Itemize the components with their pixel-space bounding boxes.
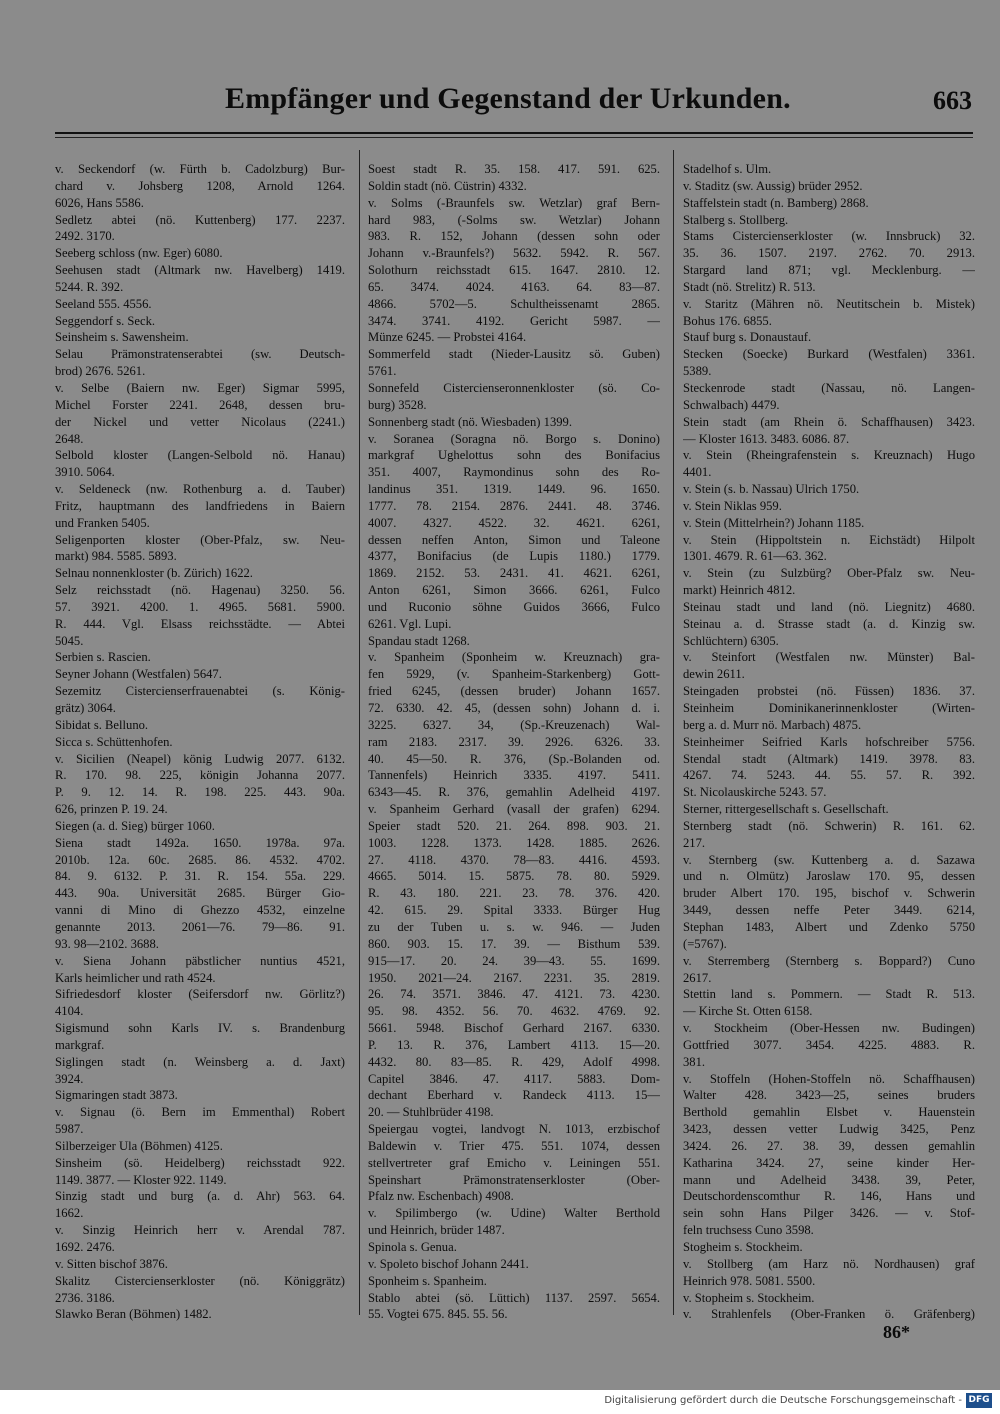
index-line: Speiergau vogtei, landvogt N. 1013, erzbischof bbox=[368, 1122, 660, 1137]
index-line: — Kirche St. Otten 6158. bbox=[683, 1004, 813, 1019]
index-line: fen 5929, (v. Spanheim-Starkenberg) Gott- bbox=[368, 667, 660, 682]
index-line: 626, prinzen P. 19. 24. bbox=[55, 802, 168, 817]
header-rule bbox=[55, 132, 973, 134]
index-line: Speinshart Prämonstratenserkloster (Ober- bbox=[368, 1172, 660, 1187]
index-line: Anton 6261, Simon 3666. 6261, Fulco bbox=[368, 583, 660, 598]
index-line: 5244. R. 392. bbox=[55, 279, 124, 294]
index-line: v. Stoffeln (Hohen-Stoffeln nö. Schaffhausen) bbox=[683, 1071, 975, 1086]
index-line: 4104. bbox=[55, 1004, 84, 1019]
index-line: St. Nicolauskirche 5243. 57. bbox=[683, 785, 827, 800]
index-line: 40. 45—50. R. 376, (Sp.-Bolanden od. bbox=[368, 751, 660, 766]
index-line: 6261. Vgl. Lupi. bbox=[368, 616, 452, 631]
index-line: 2617. bbox=[683, 970, 712, 985]
index-line: Sterner, rittergesellschaft s. Gesellschaft. bbox=[683, 802, 889, 817]
index-line: 381. bbox=[683, 1054, 706, 1069]
index-line: 4432. 80. 83—85. R. 429, Adolf 4998. bbox=[368, 1054, 660, 1069]
index-line: fried 6245, (dessen bruder) Johann 1657. bbox=[368, 684, 660, 699]
index-line: v. Stockheim (Ober-Hessen nw. Budingen) bbox=[683, 1021, 975, 1036]
index-line: Sternberg stadt (nö. Schwerin) R. 161. 62. bbox=[683, 818, 975, 833]
index-line: Seeland 555. 4556. bbox=[55, 296, 152, 311]
index-line: Sigmaringen stadt 3873. bbox=[55, 1088, 178, 1103]
printer-signature: 86* bbox=[883, 1322, 910, 1342]
index-line: Schwalbach) 4479. bbox=[683, 397, 780, 412]
index-line: Stendal stadt (Altmark) 1419. 3978. 83. bbox=[683, 751, 975, 766]
index-line: 93. 98—2102. 3688. bbox=[55, 936, 159, 951]
index-line: 5987. bbox=[55, 1122, 84, 1137]
index-line: 6343—45. R. 376, gemahlin Adelheid 4197. bbox=[368, 785, 660, 800]
index-line: 1692. 2476. bbox=[55, 1240, 115, 1254]
index-line: Stalberg s. Stollberg. bbox=[683, 212, 789, 227]
index-line: v. Stein Niklas 959. bbox=[683, 498, 782, 513]
index-line: Bohus 176. 6855. bbox=[683, 313, 772, 328]
index-line: 915—17. 20. 24. 39—43. 55. 1699. bbox=[368, 953, 660, 968]
index-line: Fritz, hauptmann des landfriedens in Baiern bbox=[55, 498, 345, 513]
index-line: Steingaden probstei (nö. Füssen) 1836. 37. bbox=[683, 684, 975, 699]
index-line: Slawko Beran (Böhmen) 1482. bbox=[55, 1307, 212, 1322]
page-header bbox=[0, 82, 1000, 132]
index-line: Sezemitz Cistercienserfrauenabtei (s. König- bbox=[55, 684, 345, 699]
index-line: 4007. 4327. 4522. 32. 4621. 6261, bbox=[368, 515, 660, 530]
index-line: Michel Forster 2241. 2648, dessen bru- bbox=[55, 397, 345, 412]
index-line: v. Seldeneck (nw. Rothenburg a. d. Tauber) bbox=[55, 482, 345, 497]
index-line: 5045. bbox=[55, 633, 84, 648]
index-line: Stablo abtei (sö. Lüttich) 1137. 2597. 5654. bbox=[368, 1290, 660, 1305]
index-line: 4267. 74. 5243. 44. 55. 57. R. 392. bbox=[683, 768, 975, 783]
index-line: 4866. 5702—5. Schultheissenamt 2865. bbox=[368, 296, 660, 311]
index-line: Sponheim s. Spanheim. bbox=[368, 1273, 487, 1288]
index-line: grätz) 3064. bbox=[55, 701, 116, 715]
index-line: stellvertreter graf Emicho v. Leiningen 551. bbox=[368, 1155, 660, 1170]
index-line: 42. 615. 29. Spital 3333. Bürger Hug bbox=[368, 903, 660, 918]
index-line: — Kloster 1613. 3483. 6086. 87. bbox=[683, 431, 850, 446]
index-line: 2010b. 12a. 60c. 2685. 86. 4532. 4702. bbox=[55, 852, 345, 867]
index-line: v. Staditz (sw. Aussig) brüder 2952. bbox=[683, 178, 863, 193]
index-line: 2492. 3170. bbox=[55, 229, 115, 244]
index-line: v. Spilimbergo (w. Udine) Walter Berthold bbox=[368, 1206, 660, 1221]
index-line: 217. bbox=[683, 835, 706, 850]
index-line: 95. 98. 4352. 56. 70. 4632. 4769. 92. bbox=[368, 1004, 660, 1019]
index-line: v. Steinfort (Westfalen nw. Münster) Bal- bbox=[683, 650, 975, 665]
index-line: R. 170. 98. 225, königin Johanna 2077. bbox=[55, 768, 345, 783]
index-line: v. Stopheim s. Stockheim. bbox=[683, 1290, 815, 1305]
index-line: 3225. 6327. 34, (Sp.-Kreuzenach) Wal- bbox=[368, 717, 660, 732]
index-line: Seligenporten kloster (Ober-Pfalz, sw. Neu- bbox=[55, 532, 345, 547]
index-line: 84. 9. 6132. P. 31. R. 154. 55a. 229. bbox=[55, 869, 345, 884]
funding-notice: Digitalisierung gefördert durch die Deutsche Forschungsgemeinschaft - bbox=[604, 1395, 962, 1406]
index-line: 3924. bbox=[55, 1071, 84, 1086]
index-line: v. Strahlenfels (Ober-Franken ö. Gräfenberg) bbox=[683, 1307, 975, 1322]
index-line: 4401. bbox=[683, 465, 712, 480]
index-column-2 bbox=[368, 161, 660, 1323]
index-line: v. Stein (Hippoltstein n. Eichstädt) Hilpolt bbox=[683, 532, 975, 547]
index-line: v. Sternberg (sw. Kuttenberg a. d. Sazawa bbox=[683, 852, 975, 867]
index-line: Selau Prämonstratenserabtei (sw. Deutsch- bbox=[55, 347, 345, 362]
index-line: und Heinrich, brüder 1487. bbox=[368, 1223, 505, 1238]
index-line: 2736. 3186. bbox=[55, 1290, 115, 1305]
index-line: 351. 4007, Raymondinus sohn des Ro- bbox=[368, 465, 660, 480]
index-line: 2648. bbox=[55, 431, 84, 446]
index-line: 1301. 4679. R. 61—63. 362. bbox=[683, 549, 827, 564]
index-line: 3910. 5064. bbox=[55, 465, 115, 480]
index-line: 860. 903. 15. 17. 39. — Bisthum 539. bbox=[368, 936, 660, 951]
index-line: Deutschordenscomthur R. 146, Hans und bbox=[683, 1189, 975, 1204]
index-line: Heinrich 978. 5081. 5500. bbox=[683, 1273, 816, 1288]
column-divider-1 bbox=[359, 150, 360, 1315]
index-line: 3449, dessen neffe Peter 3449. 6214, bbox=[683, 903, 975, 918]
index-line: Sibidat s. Belluno. bbox=[55, 717, 149, 732]
index-line: Steinheim Dominikanerinnenkloster (Wirten- bbox=[683, 701, 975, 715]
index-line: P. 13. R. 376, Lambert 4113. 15—20. bbox=[368, 1037, 660, 1052]
index-line: Johann v.-Braunfels?) 5632. 5942. R. 567. bbox=[368, 246, 660, 261]
index-line: v. Spanheim (Sponheim w. Kreuznach) gra- bbox=[368, 650, 660, 665]
index-line: Seeberg schloss (nw. Eger) 6080. bbox=[55, 246, 223, 261]
index-line: Selz reichsstadt (nö. Hagenau) 3250. 56. bbox=[55, 583, 345, 598]
index-line: vanni di Mino di Ghezzo 4532, einzelne bbox=[55, 903, 345, 918]
index-line: 3423, dessen vetter Ludwig 3425, Penz bbox=[683, 1122, 975, 1137]
index-line: markt) 984. 5585. 5893. bbox=[55, 549, 177, 564]
index-line: Stauf burg s. Donaustauf. bbox=[683, 330, 812, 345]
index-line: 1950. 2021—24. 2167. 2231. 35. 2819. bbox=[368, 970, 660, 985]
index-line: markgraf. bbox=[55, 1037, 105, 1052]
index-line: 26. 74. 3571. 3846. 47. 4121. 73. 4230. bbox=[368, 987, 660, 1002]
index-line: Walter 428. 3423—25, seines bruders bbox=[683, 1088, 975, 1103]
index-line: v. Stein (Mittelrhein?) Johann 1185. bbox=[683, 515, 865, 530]
index-line: v. Staritz (Mähren nö. Neutitschein b. Mistek) bbox=[683, 296, 975, 311]
index-line: Siegen (a. d. Sieg) bürger 1060. bbox=[55, 818, 215, 833]
index-line: bruder Albert 170. 195, bischof v. Schwerin bbox=[683, 886, 975, 901]
index-line: Soest stadt R. 35. 158. 417. 591. 625. bbox=[368, 162, 660, 176]
index-line: 5761. bbox=[368, 364, 397, 379]
index-line: Steinheimer Seifried Karls hofschreiber 5756. bbox=[683, 734, 975, 749]
index-line: v. Stollberg (am Harz nö. Nordhausen) graf bbox=[683, 1256, 975, 1271]
index-line: v. Sinzig Heinrich herr v. Arendal 787. bbox=[55, 1223, 345, 1238]
index-line: burg) 3528. bbox=[368, 397, 427, 412]
index-line: v. Spoleto bischof Johann 2441. bbox=[368, 1256, 529, 1271]
index-line: Soldin stadt (nö. Cüstrin) 4332. bbox=[368, 178, 527, 193]
index-line: 57. 3921. 4200. 1. 4965. 5681. 5900. bbox=[55, 599, 345, 614]
index-line: Sonnenberg stadt (nö. Wiesbaden) 1399. bbox=[368, 414, 572, 429]
index-line: und Ruconio söhne Guidos 3666, Fulco bbox=[368, 599, 660, 614]
index-line: Steinau a. d. Strasse stadt (a. d. Kinzig sw. bbox=[683, 616, 975, 631]
index-line: v. Stein (s. b. Nassau) Ulrich 1750. bbox=[683, 482, 860, 497]
index-line: und n. Olmütz) Jaroslaw 170. 95, dessen bbox=[683, 869, 975, 884]
index-line: v. Seckendorf (w. Fürth b. Cadolzburg) Bur- bbox=[55, 162, 345, 176]
index-line: Stadt (nö. Strelitz) R. 513. bbox=[683, 279, 816, 294]
index-line: Stephan 1483, Albert und Zdenko 5750 bbox=[683, 919, 975, 934]
index-line: landinus 351. 1319. 1449. 96. 1650. bbox=[368, 482, 660, 497]
index-line: 4665. 5014. 15. 5875. 78. 80. 5929. bbox=[368, 869, 660, 884]
index-line: Sinzig stadt und burg (a. d. Ahr) 563. 64. bbox=[55, 1189, 345, 1204]
index-line: Gottfried 3077. 3454. 4225. 4883. R. bbox=[683, 1037, 975, 1052]
index-line: Skalitz Cistercienserkloster (nö. Königgrätz) bbox=[55, 1273, 345, 1288]
index-line: 5661. 5948. Bischof Gerhard 2167. 6330. bbox=[368, 1021, 660, 1036]
index-line: 1869. 2152. 53. 2431. 41. 4621. 6261, bbox=[368, 566, 660, 581]
index-line: Speier stadt 520. 21. 264. 898. 903. 21. bbox=[368, 818, 660, 833]
index-line: 6026, Hans 5586. bbox=[55, 195, 144, 210]
index-line: Berthold gemahlin Elsbet v. Hauenstein bbox=[683, 1105, 975, 1120]
index-line: Stams Cistercienserkloster (w. Innsbruck) 32. bbox=[683, 229, 975, 244]
index-line: 1662. bbox=[55, 1206, 84, 1221]
index-line: markt) Heinrich 4812. bbox=[683, 583, 796, 598]
index-line: Pfalz nw. Eschenbach) 4908. bbox=[368, 1189, 514, 1204]
index-line: Stadelhof s. Ulm. bbox=[683, 162, 772, 176]
index-line: Serbien s. Rascien. bbox=[55, 650, 151, 665]
index-line: Silberzeiger Ula (Böhmen) 4125. bbox=[55, 1138, 223, 1153]
index-line: dechant Eberhard v. Randeck 4113. 15— bbox=[368, 1088, 660, 1103]
index-line: R. 43. 180. 221. 23. 78. 376. 420. bbox=[368, 886, 660, 901]
index-line: markgraf Ughelottus sohn des Bonifacius bbox=[368, 448, 660, 463]
index-line: v. Spanheim Gerhard (vasall der grafen) 6294. bbox=[368, 802, 660, 817]
index-line: 5389. bbox=[683, 364, 712, 379]
page-number: 663 bbox=[933, 86, 972, 115]
index-line: Stargard land 871; vgl. Mecklenburg. — bbox=[683, 263, 975, 278]
index-line: 35. 36. 1507. 2197. 2762. 70. 2913. bbox=[683, 246, 975, 261]
index-line: Staffelstein stadt (n. Bamberg) 2868. bbox=[683, 195, 869, 210]
index-line: Siena stadt 1492a. 1650. 1978a. 97a. bbox=[55, 835, 345, 850]
index-line: Seggendorf s. Seck. bbox=[55, 313, 156, 328]
index-line: v. Sitten bischof 3876. bbox=[55, 1256, 168, 1271]
index-line: v. Sterremberg (Sternberg s. Boppard?) Cuno bbox=[683, 953, 975, 968]
index-line: v. Signau (ö. Bern im Emmenthal) Robert bbox=[55, 1105, 345, 1120]
index-line: 1777. 78. 2154. 2876. 2441. 48. 3746. bbox=[368, 498, 660, 513]
index-line: v. Stein (zu Sulzbürg? Ober-Pfalz sw. Neu- bbox=[683, 566, 975, 581]
index-line: 55. Vogtei 675. 845. 55. 56. bbox=[368, 1307, 508, 1322]
index-line: 3424. 26. 27. 38. 39, dessen gemahlin bbox=[683, 1138, 975, 1153]
index-line: v. Stein (Rheingrafenstein s. Kreuznach) Hugo bbox=[683, 448, 975, 463]
page-title: Empfänger und Gegenstand der Urkunden. bbox=[225, 82, 791, 115]
index-line: und Franken 5405. bbox=[55, 515, 150, 530]
index-line: Seehusen stadt (Altmark nw. Havelberg) 1419. bbox=[55, 263, 345, 278]
header-rule-thin bbox=[55, 137, 973, 138]
index-line: Siglingen stadt (n. Weinsberg a. d. Jaxt) bbox=[55, 1054, 345, 1069]
index-line: Selbold kloster (Langen-Selbold nö. Hanau) bbox=[55, 448, 345, 463]
index-line: 27. 4118. 4370. 78—83. 4416. 4593. bbox=[368, 852, 660, 867]
index-line: Baldewin v. Trier 475. 551. 1074, dessen bbox=[368, 1138, 660, 1153]
index-line: Tannenfels) Heinrich 3335. 4197. 5411. bbox=[368, 768, 660, 783]
index-column-3 bbox=[683, 161, 975, 1323]
index-line: Spinola s. Genua. bbox=[368, 1240, 457, 1254]
index-line: 1003. 1228. 1373. 1428. 1885. 2626. bbox=[368, 835, 660, 850]
dfg-logo-icon[interactable]: DFG bbox=[966, 1393, 992, 1408]
index-line: 983. R. 152, Johann (dessen sohn oder bbox=[368, 229, 660, 244]
index-line: Seyner Johann (Westfalen) 5647. bbox=[55, 667, 222, 682]
index-line: 3474. 3741. 4192. Gericht 5987. — bbox=[368, 313, 660, 328]
index-line: 1149. 3877. — Kloster 922. 1149. bbox=[55, 1172, 227, 1187]
index-line: Sonnefeld Cistercienseronnenkloster (sö. Co- bbox=[368, 380, 660, 395]
index-line: 65. 3474. 4024. 4163. 64. 83—87. bbox=[368, 279, 660, 294]
index-line: Münze 6245. — Probstei 4164. bbox=[368, 330, 527, 345]
index-line: v. Sicilien (Neapel) könig Ludwig 2077. 6132. bbox=[55, 751, 345, 766]
index-line: R. 444. Vgl. Elsass reichsstädte. — Abtei bbox=[55, 616, 345, 631]
index-line: mann und Adelheid 3438. 39, Peter, bbox=[683, 1172, 975, 1187]
index-line: v. Selbe (Baiern nw. Eger) Sigmar 5995, bbox=[55, 380, 345, 395]
index-line: Steckenrode stadt (Nassau, nö. Langen- bbox=[683, 380, 975, 395]
index-line: P. 9. 12. 14. R. 198. 225. 443. 90a. bbox=[55, 785, 345, 800]
footer-bar bbox=[0, 1390, 1000, 1414]
index-column-1 bbox=[55, 161, 345, 1323]
index-line: dessen neffen Anton, Simon und Taleone bbox=[368, 532, 660, 547]
index-line: Stettin land s. Pommern. — Stadt R. 513. bbox=[683, 987, 975, 1002]
index-line: Stecken (Soecke) Burkard (Westfalen) 3361. bbox=[683, 347, 975, 362]
index-line: brod) 2676. 5261. bbox=[55, 364, 146, 379]
index-line: feln truchsess Cuno 3598. bbox=[683, 1223, 814, 1238]
index-line: v. Soranea (Soragna nö. Borgo s. Donino) bbox=[368, 431, 660, 446]
index-line: (=5767). bbox=[683, 936, 727, 951]
index-line: Sinsheim (sö. Heidelberg) reichsstadt 922. bbox=[55, 1155, 345, 1170]
index-line: dewin 2611. bbox=[683, 667, 745, 682]
index-line: v. Siena Johann päbstlicher nuntius 4521, bbox=[55, 953, 345, 968]
index-line: genannte 2013. 2061—76. 79—86. 91. bbox=[55, 919, 345, 934]
index-line: Capitel 3846. 47. 4117. 5883. Dom- bbox=[368, 1071, 660, 1086]
index-line: ram 2183. 2317. 39. 2926. 6326. 33. bbox=[368, 734, 660, 749]
index-line: Selnau nonnenkloster (b. Zürich) 1622. bbox=[55, 566, 253, 581]
index-line: hard 983, (-Solms sw. Wetzlar) Johann bbox=[368, 212, 660, 227]
index-line: Katharina 3424. 27, seine kinder Her- bbox=[683, 1155, 975, 1170]
index-line: 72. 6330. 42. 45, (dessen sohn) Johann d. i. bbox=[368, 701, 660, 715]
index-line: Solothurn reichsstadt 615. 1647. 2810. 12. bbox=[368, 263, 660, 278]
index-line: Seinsheim s. Sawensheim. bbox=[55, 330, 189, 345]
index-line: Sedletz abtei (nö. Kuttenberg) 177. 2237. bbox=[55, 212, 345, 227]
index-line: Stein stadt (am Rhein ö. Schaffhausen) 3423. bbox=[683, 414, 975, 429]
index-line: Steinau stadt und land (nö. Liegnitz) 4680. bbox=[683, 599, 975, 614]
index-line: Sommerfeld stadt (Nieder-Lausitz sö. Guben) bbox=[368, 347, 660, 362]
index-line: Schlüchtern) 6305. bbox=[683, 633, 779, 648]
column-divider-2 bbox=[673, 150, 674, 1315]
index-line: berg a. d. Murr nö. Marbach) 4875. bbox=[683, 717, 862, 732]
index-line: v. Solms (-Braunfels sw. Wetzlar) graf Bern- bbox=[368, 195, 660, 210]
index-line: 443. 90a. Universität 2685. Bürger Gio- bbox=[55, 886, 345, 901]
index-line: zu der Tuben u. s. w. 946. — Juden bbox=[368, 919, 660, 934]
index-line: Karls heimlicher und rath 4524. bbox=[55, 970, 216, 985]
index-line: chard v. Johsberg 1208, Arnold 1264. bbox=[55, 178, 345, 193]
index-line: 20. — Stuhlbrüder 4198. bbox=[368, 1105, 494, 1120]
index-line: Sicca s. Schüttenhofen. bbox=[55, 734, 173, 749]
index-line: Stogheim s. Stockheim. bbox=[683, 1240, 803, 1254]
index-line: 4377, Bonifacius (de Lupis 1180.) 1779. bbox=[368, 549, 660, 564]
index-line: Spandau stadt 1268. bbox=[368, 633, 470, 648]
index-line: Sigismund sohn Karls IV. s. Brandenburg bbox=[55, 1021, 345, 1036]
index-line: der Nickel und vetter Nicolaus (2241.) bbox=[55, 414, 345, 429]
index-line: Sifriedesdorf kloster (Seifersdorf nw. Görlitz?) bbox=[55, 987, 345, 1002]
index-line: sein sohn Hans Pilger 3426. — v. Stof- bbox=[683, 1206, 975, 1221]
